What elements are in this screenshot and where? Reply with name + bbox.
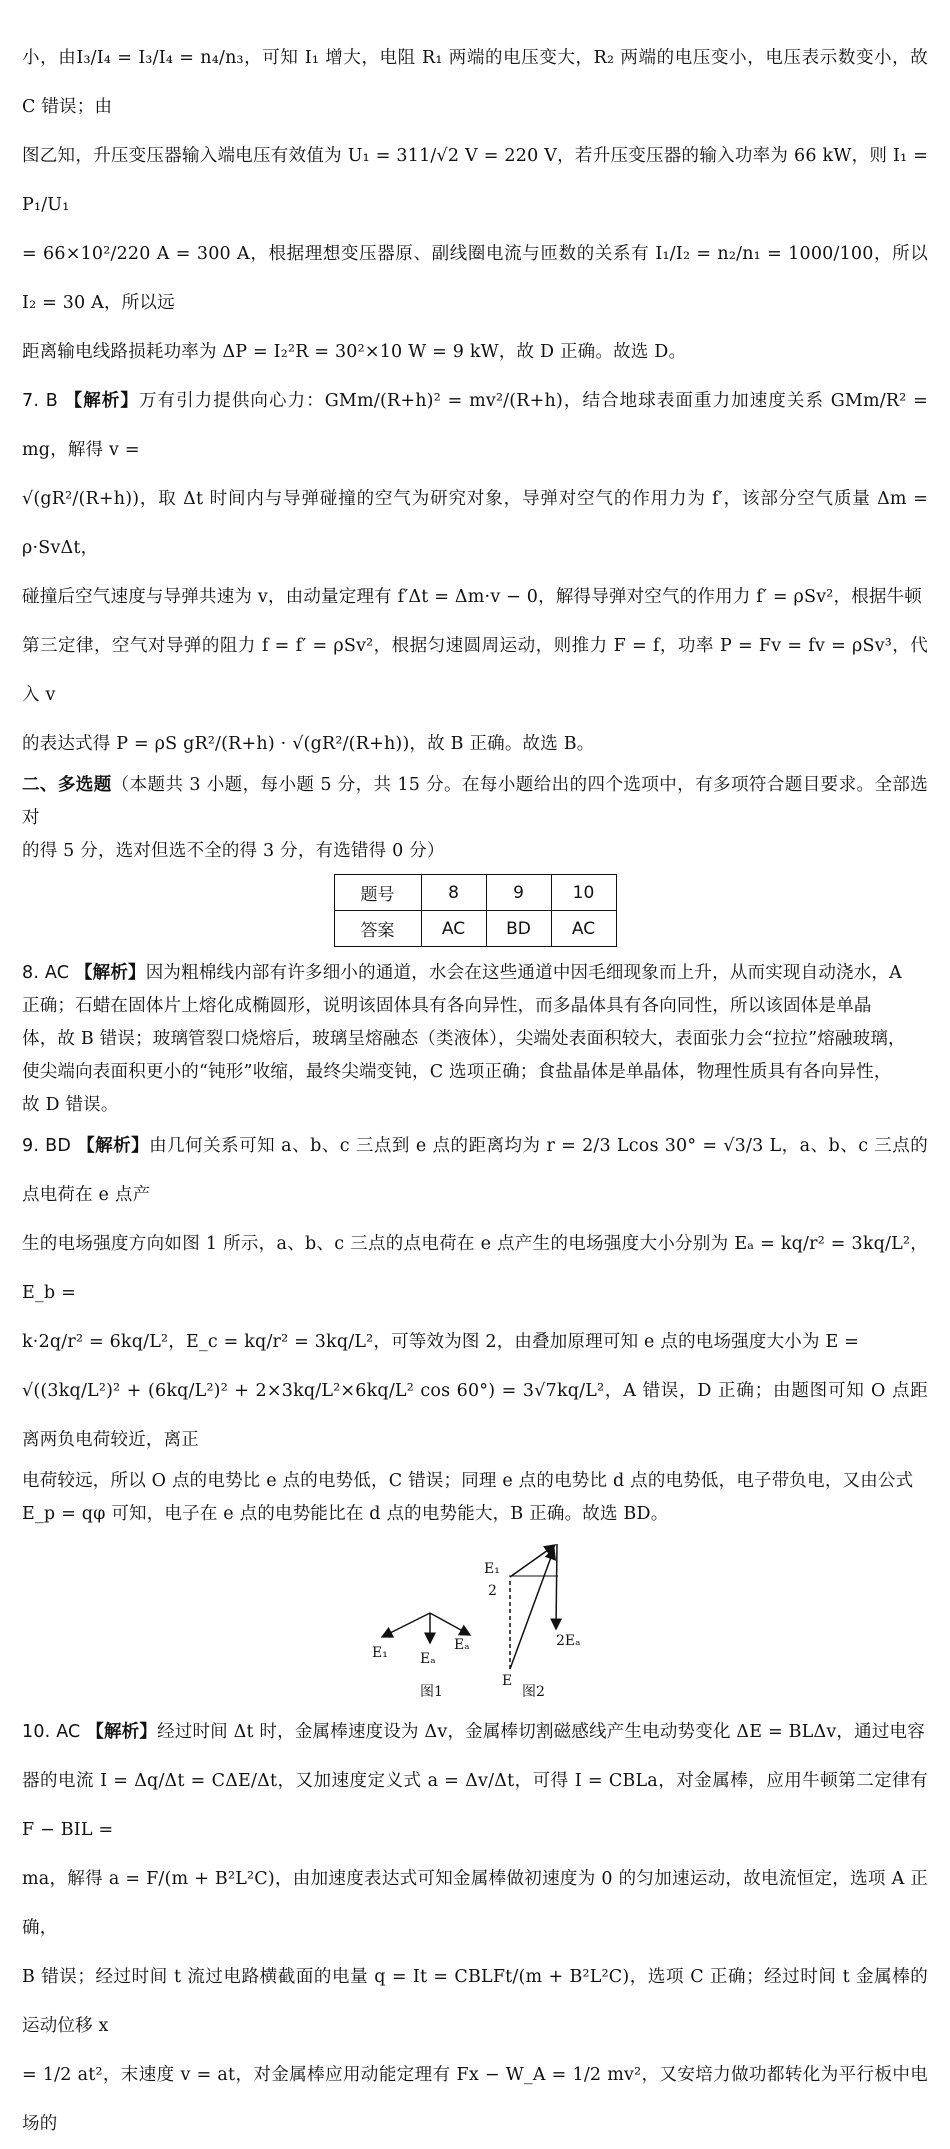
q7-line-5: 的表达式得 P = ρS gR²/(R+h) · √(gR²/(R+h))，故 B 正确。故选 B。 bbox=[22, 734, 595, 754]
q10-line-4: B 错误；经过时间 t 流过电路横截面的电量 q = It = CBLFt/(m + B²L²C)，选项 C 正确；经过时间 t 金属棒的运动位移 x bbox=[22, 1967, 928, 2036]
figure-1-caption: 图1 bbox=[420, 1684, 443, 1700]
q7-line-1 bbox=[22, 377, 928, 475]
q8-tag: 【解析】 bbox=[74, 963, 146, 983]
figure-2-label-2ea: 2Eₐ bbox=[556, 1633, 581, 1649]
q6-line-2: 图乙知，升压变压器输入端电压有效值为 U₁ = 311/√2 V = 220 V，若升压变压器的输入功率为 66 kW，则 I₁ = P₁/U₁ bbox=[22, 146, 928, 215]
q7-tag: 【解析】 bbox=[64, 391, 139, 411]
q7-line-3: 碰撞后空气速度与导弹共速为 v，由动量定理有 f′Δt = Δm·v − 0，解得导弹对空气的作用力 f′ = ρSv²，根据牛顿 bbox=[22, 587, 923, 607]
figure-2-caption: 图2 bbox=[522, 1684, 545, 1700]
answer-table-cell: 9 bbox=[486, 875, 551, 911]
q8-number: 8. AC bbox=[22, 963, 70, 983]
answer-table-cell: 8 bbox=[421, 875, 486, 911]
q8-line-5: 故 D 错误。 bbox=[22, 1095, 119, 1115]
q10-line-3: ma，解得 a = F/(m + B²L²C)，由加速度表达式可知金属棒做初速度为 0 的匀加速运动，故电流恒定，选项 A 正确， bbox=[22, 1869, 928, 1938]
q9-line-6: E_p = qφ 可知，电子在 e 点的电势能比在 d 点的电势能大，B 正确。故选 BD。 bbox=[22, 1504, 669, 1524]
section-2-heading: 二、多选题 bbox=[22, 775, 112, 795]
q8-line-4: 使尖端向表面积更小的“钝形”收缩，最终尖端变钝，C 选项正确；食盐晶体是单晶体，物理性质具有各向异性， bbox=[22, 1062, 892, 1082]
q9-line-4: √((3kq/L²)² + (6kq/L²)² + 2×3kq/L²×6kq/L² cos 60°) = 3√7kq/L²，A 错误，D 正确；由题图可知 O 点距离两负电荷较近，离正 bbox=[22, 1381, 928, 1450]
q10-number: 10. AC bbox=[22, 1722, 81, 1742]
q8-line-1 bbox=[22, 957, 928, 990]
section-2-instructions: （本题共 3 小题，每小题 5 分，共 15 分。在每小题给出的四个选项中，有多项符合题目要求。全部选对 bbox=[22, 775, 929, 828]
q9-number: 9. BD bbox=[22, 1136, 72, 1156]
figure-2-label-e: E bbox=[502, 1673, 513, 1689]
answer-table-cell: 题号 bbox=[334, 875, 421, 911]
q9-line-5: 电荷较远，所以 O 点的电势比 e 点的电势低，C 错误；同理 e 点的电势比 d 点的电势低，电子带负电，又由公式 bbox=[22, 1471, 914, 1491]
vector-resultant-arrow bbox=[510, 1549, 554, 1669]
q7-text-1: 万有引力提供向心力：GMm/(R+h)² = mv²/(R+h)，结合地球表面重力加速度关系 GMm/R² = mg，解得 v = bbox=[22, 391, 928, 460]
q7-line-2: √(gR²/(R+h))，取 Δt 时间内与导弹碰撞的空气为研究对象，导弹对空气的作用力为 f′，该部分空气质量 Δm = ρ·SvΔt， bbox=[22, 489, 928, 558]
vector-top-arrow bbox=[510, 1545, 555, 1577]
answer-table-cell: 答案 bbox=[334, 911, 421, 947]
q9-tag: 【解析】 bbox=[77, 1136, 150, 1156]
q9-text-1: 由几何关系可知 a、b、c 三点到 e 点的距离均为 r = 2/3 Lcos 30° = √3/3 L，a、b、c 三点的点电荷在 e 点产 bbox=[22, 1136, 928, 1205]
answer-table-cell: AC bbox=[421, 911, 486, 947]
q6-line-1: 小，由I₃/I₄ = I₃/I₄ = n₄/n₃，可知 I₁ 增大，电阻 R₁ 两端的电压变大，R₂ 两端的电压变小，电压表示数变小，故 C 错误；由 bbox=[22, 48, 928, 117]
q10-line-1 bbox=[22, 1708, 928, 1757]
answer-table-cell: 10 bbox=[551, 875, 616, 911]
section-2-line-2: 的得 5 分，选对但选不全的得 3 分，有选错得 0 分） bbox=[22, 841, 445, 861]
figure-1-label-eb: Eₐ bbox=[420, 1651, 436, 1667]
q10-tag: 【解析】 bbox=[86, 1722, 158, 1742]
vector-2ea-arrow bbox=[556, 1544, 557, 1629]
figure-2 bbox=[509, 1544, 558, 1669]
q10-line-5: = 1/2 at²，末速度 v = at，对金属棒应用动能定理有 Fx − W_A = 1/2 mv²，又安培力做功都转化为平行板中电场的 bbox=[22, 2065, 928, 2134]
vector-ec-arrow bbox=[430, 1613, 470, 1635]
vector-ea-arrow bbox=[382, 1613, 430, 1637]
answer-table-cell: AC bbox=[551, 911, 616, 947]
q7-number: 7. B bbox=[22, 391, 58, 411]
figure-2-label-e1-den: 2 bbox=[488, 1583, 497, 1599]
q9-line-1 bbox=[22, 1122, 928, 1220]
figure-1-label-ea: E₁ bbox=[372, 1645, 388, 1661]
answer-table-cell: BD bbox=[486, 911, 551, 947]
q8-line-2: 正确；石蜡在固体片上熔化成椭圆形，说明该固体具有各向异性，而多晶体具有各向同性，所以该固体是单晶 bbox=[22, 996, 872, 1016]
q7-line-4: 第三定律，空气对导弹的阻力 f = f′ = ρSv²，根据匀速圆周运动，则推力 F = f，功率 P = Fv = fv = ρSv³，代入 v bbox=[22, 636, 928, 705]
q8-text-1: 因为粗棉线内部有许多细小的通道，水会在这些通道中因毛细现象而上升，从而实现自动浇水，A bbox=[145, 963, 902, 983]
section-2-line-1 bbox=[22, 769, 928, 835]
q8-line-3: 体，故 B 错误；玻璃管裂口烧熔后，玻璃呈熔融态（类液体），尖端处表面积较大，表面张力会“拉拉”熔融玻璃， bbox=[22, 1029, 906, 1049]
figure-area bbox=[22, 1539, 928, 1704]
q9-line-3: k·2q/r² = 6kq/L²，E_c = kq/r² = 3kq/L²，可等效为图 2，由叠加原理可知 e 点的电场强度大小为 E = bbox=[22, 1332, 860, 1352]
figure-2-label-e1-num: E₁ bbox=[484, 1561, 500, 1577]
figure-1-label-ec: Eₐ bbox=[454, 1637, 470, 1653]
q6-line-4: 距离输电线路损耗功率为 ΔP = I₂²R = 30²×10 W = 9 kW，故 D 正确。故选 D。 bbox=[22, 342, 687, 362]
answer-table-row-numbers bbox=[334, 875, 616, 911]
q9-line-2: 生的电场强度方向如图 1 所示，a、b、c 三点的点电荷在 e 点产生的电场强度大小分别为 Eₐ = kq/r² = 3kq/L²，E_b = bbox=[22, 1234, 928, 1303]
field-diagram bbox=[22, 1539, 928, 1704]
q6-line-3: = 66×10²/220 A = 300 A，根据理想变压器原、副线圈电流与匝数的关系有 I₁/I₂ = n₂/n₁ = 1000/100，所以 I₂ = 30 A，所以远 bbox=[22, 244, 928, 313]
answer-table-row-answers bbox=[334, 911, 616, 947]
q10-line-2: 器的电流 I = Δq/Δt = CΔE/Δt，又加速度定义式 a = Δv/Δt，可得 I = CBLa，对金属棒，应用牛顿第二定律有 F − BIL = bbox=[22, 1771, 928, 1840]
q10-text-1: 经过时间 Δt 时，金属棒速度设为 Δv，金属棒切割磁感线产生电动势变化 ΔE = BLΔv，通过电容 bbox=[157, 1722, 925, 1742]
answer-table bbox=[334, 874, 617, 947]
